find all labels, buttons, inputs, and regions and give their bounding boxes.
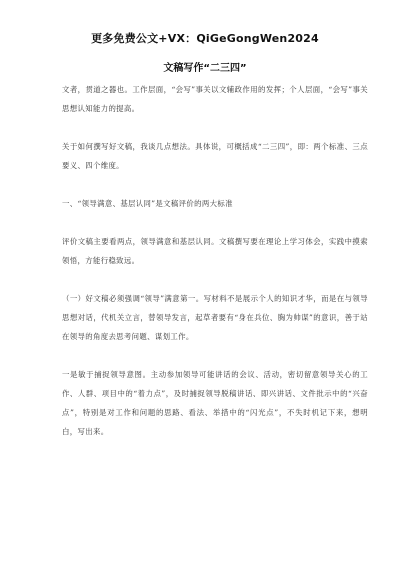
paragraph-overview: 关于如何撰写好文稿，我谈几点想法。具体说，可概括成“二三四”，即：两个标准、三点要义、四个维度。 [62, 142, 368, 170]
watermark-header: 更多免费公文+VX：QiGeGongWen2024 [91, 32, 319, 45]
document-title: 文稿写作“二三四” [163, 63, 247, 74]
paragraph-point-one: 一是敏于捕捉领导意图。主动参加领导可能讲话的会议、活动，密切留意领导关心的工作、人群、项目中的“着力点”，及时捕捉领导脱稿讲话、即兴讲话、文件批示中的“兴奋点”，特别是对工作和问题的思路、看法、举措中的“闪光点”，不失时机记下来，想明白，写出来。 [62, 370, 368, 436]
paragraph-intro: 文者，贯道之器也。工作层面，“会写”事关以文辅政作用的发挥；个人层面，“会写”事关思想认知能力的提高。 [62, 85, 368, 113]
document-body [62, 80, 368, 441]
section-heading-one: 一、“领导满意、基层认同”是文稿评价的两大标准 [62, 199, 233, 208]
paragraph-subsection-one: （一）好文稿必须强调“领导”满意第一。写材料不是展示个人的知识才华，而是在与领导思想对话，代机关立言，替领导发言，起草者要有“身在兵位、胸为帅谋”的意识，善于站在领导的角度去思考问题、谋划工作。 [62, 294, 368, 341]
paragraph-evaluation: 评价文稿主要看两点，领导满意和基层认同。文稿撰写要在理论上学习体会，实践中摸索领悟，方能行稳致远。 [62, 237, 368, 265]
